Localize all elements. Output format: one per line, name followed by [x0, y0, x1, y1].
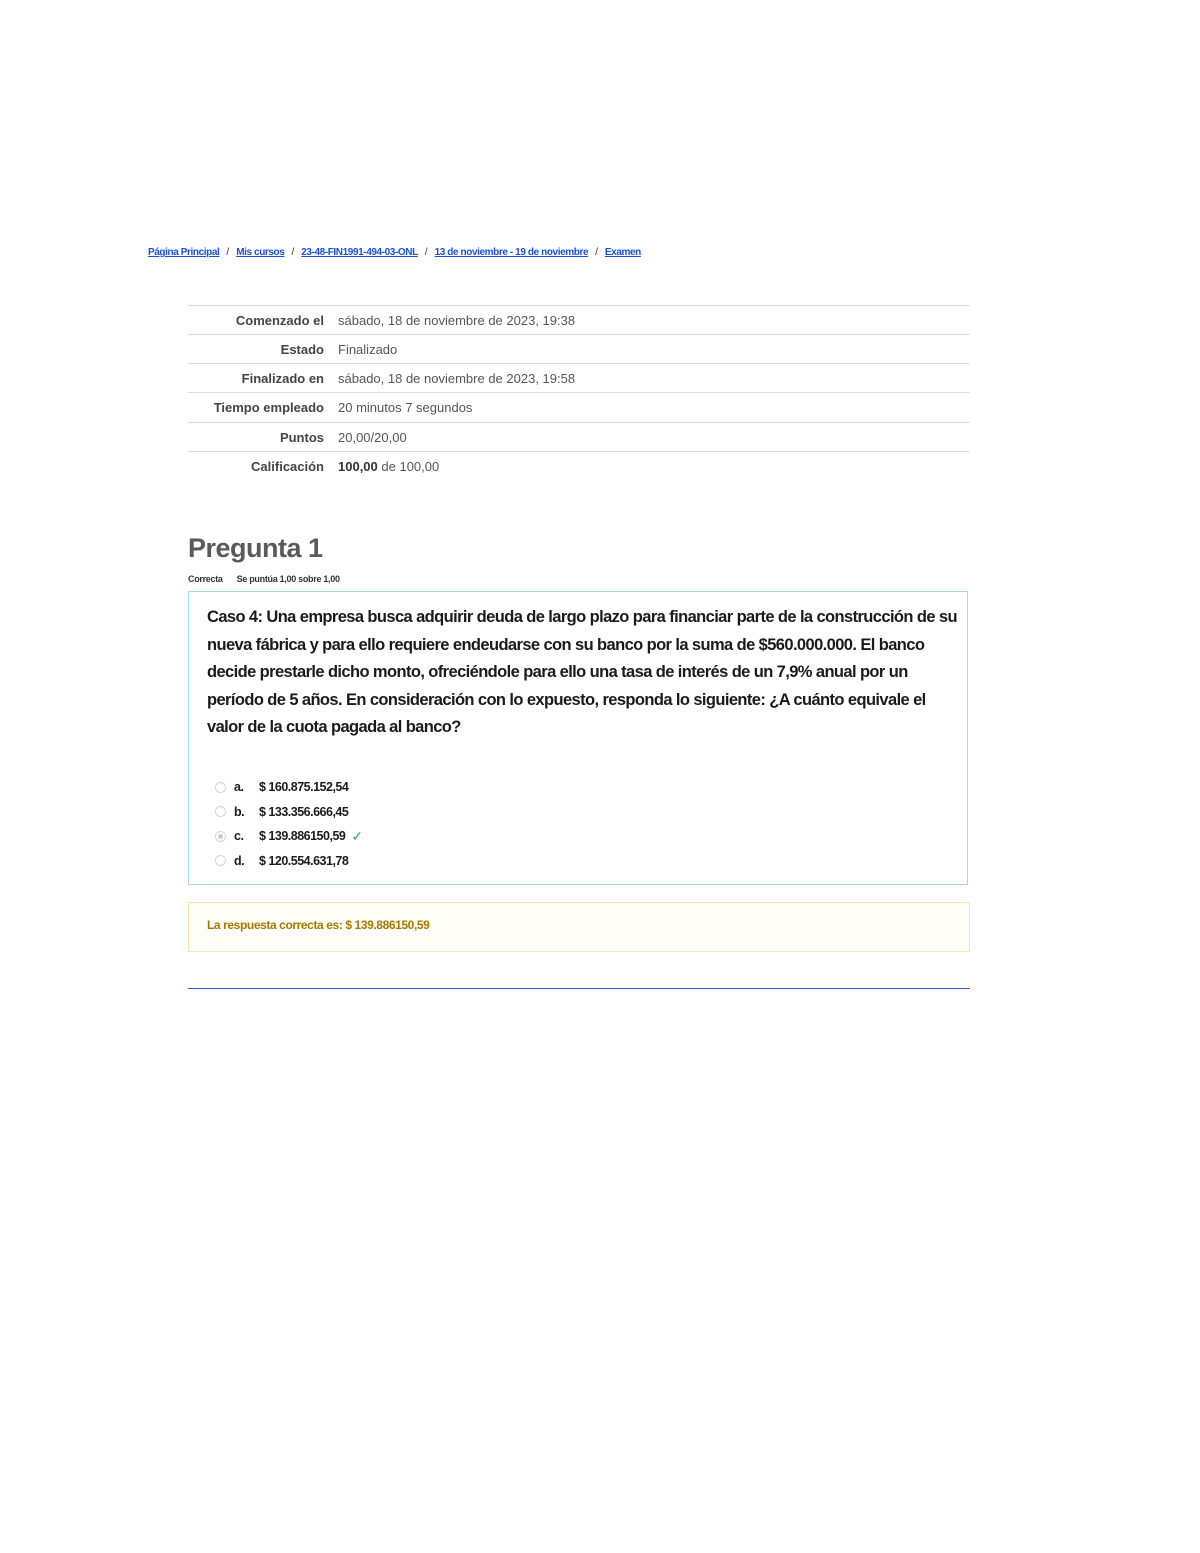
question-status: Correcta: [188, 574, 223, 584]
summary-row-finished: [188, 364, 970, 393]
answer-radio[interactable]: [215, 855, 226, 866]
summary-value: Finalizado: [338, 342, 398, 357]
answer-option-b[interactable]: [215, 800, 363, 825]
question-box: [188, 591, 968, 885]
answer-text: $ 160.875.152,54: [259, 780, 349, 795]
summary-row-started: [188, 306, 970, 335]
breadcrumb: [148, 247, 641, 258]
summary-value: 20,00/20,00: [338, 430, 407, 445]
breadcrumb-separator: /: [424, 247, 428, 258]
check-icon: ✓: [351, 827, 363, 844]
answer-option-a[interactable]: [215, 775, 363, 800]
breadcrumb-exam-link[interactable]: Examen: [604, 247, 641, 258]
answer-letter: c.: [234, 829, 244, 844]
answer-text: $ 133.356.666,45: [259, 804, 349, 819]
grade-score: 100,00: [338, 459, 378, 474]
summary-label: Estado: [280, 342, 324, 357]
answer-list: [215, 775, 363, 873]
summary-label: Calificación: [251, 459, 324, 474]
summary-row-points: [188, 423, 970, 452]
answer-radio[interactable]: [215, 782, 226, 793]
summary-label: Tiempo empleado: [213, 400, 324, 415]
breadcrumb-separator: /: [291, 247, 295, 258]
answer-text: $ 120.554.631,78: [259, 853, 349, 868]
breadcrumb-week-link[interactable]: 13 de noviembre - 19 de noviembre: [434, 247, 589, 258]
summary-label: Puntos: [279, 430, 324, 445]
question-points: Se puntúa 1,00 sobre 1,00: [236, 574, 340, 584]
breadcrumb-course-link[interactable]: 23-48-FIN1991-494-03-ONL: [301, 247, 418, 258]
answer-letter: d.: [234, 853, 245, 868]
grade-suffix: de 100,00: [381, 459, 440, 474]
summary-row-grade: [188, 452, 970, 481]
answer-letter: b.: [234, 804, 245, 819]
summary-value: 20 minutos 7 segundos: [338, 400, 473, 415]
answer-text: $ 139.886150,59: [259, 829, 346, 844]
breadcrumb-separator: /: [226, 247, 230, 258]
answer-radio[interactable]: [215, 806, 226, 817]
summary-label: Finalizado en: [241, 371, 324, 386]
summary-value: sábado, 18 de noviembre de 2023, 19:58: [338, 371, 576, 386]
summary-label: Comenzado el: [235, 313, 324, 328]
summary-row-time-taken: [188, 393, 970, 423]
summary-value: [338, 452, 970, 481]
breadcrumb-home-link[interactable]: Página Principal: [148, 247, 220, 258]
attempt-summary-table: [188, 305, 970, 480]
breadcrumb-my-courses-link[interactable]: Mis cursos: [236, 247, 285, 258]
answer-option-c[interactable]: [215, 824, 363, 849]
summary-value: sábado, 18 de noviembre de 2023, 19:38: [338, 313, 576, 328]
breadcrumb-separator: /: [595, 247, 598, 258]
answer-letter: a.: [234, 780, 244, 795]
correct-answer-feedback: La respuesta correcta es: $ 139.886150,59: [207, 918, 430, 932]
question-text: Caso 4: Una empresa busca adquirir deuda de largo plazo para financiar parte de la construcción de su nueva fábrica y para ello requiere endeudarse con su banco por la suma de $560.000.000. El banco decide prestarle dicho monto, ofreciéndole para ello una tasa de interés de un 7,9% anual por un período de 5 años. En consideración con lo expuesto, responda lo siguiente: ¿A cuánto equivale el valor de la cuota pagada al banco?: [207, 608, 957, 736]
divider: [188, 988, 970, 989]
question-title: Pregunta 1: [188, 533, 323, 563]
answer-radio-selected[interactable]: [215, 831, 226, 842]
summary-row-state: [188, 335, 970, 364]
feedback-box: [188, 902, 970, 952]
question-info: [188, 574, 340, 584]
answer-option-d[interactable]: [215, 849, 363, 874]
